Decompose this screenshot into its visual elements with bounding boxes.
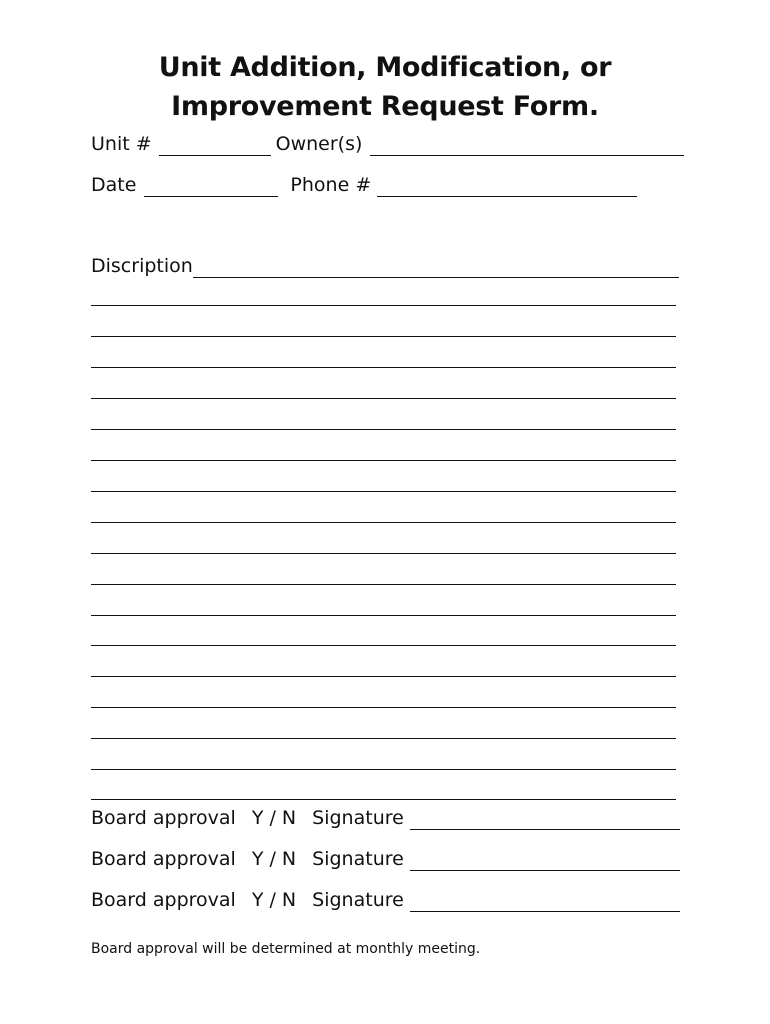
description-line[interactable] bbox=[91, 645, 676, 646]
phone-label: Phone # bbox=[290, 174, 372, 196]
unit-label: Unit # bbox=[91, 133, 152, 155]
unit-number-field[interactable] bbox=[159, 137, 271, 156]
form-title-line-2: Improvement Request Form. bbox=[171, 91, 599, 122]
signature-label: Signature bbox=[312, 807, 404, 829]
signature-label: Signature bbox=[312, 848, 404, 870]
approval-row bbox=[91, 847, 680, 871]
description-line[interactable] bbox=[91, 615, 676, 616]
date-label: Date bbox=[91, 174, 137, 196]
description-line[interactable] bbox=[91, 676, 676, 677]
description-line[interactable] bbox=[91, 398, 676, 399]
approval-label: Board approval bbox=[91, 807, 236, 829]
description-line[interactable] bbox=[91, 738, 676, 739]
approval-label: Board approval bbox=[91, 848, 236, 870]
phone-field[interactable] bbox=[377, 178, 637, 197]
form-title-line-1: Unit Addition, Modification, or bbox=[158, 52, 612, 83]
description-line[interactable] bbox=[91, 491, 676, 492]
description-line[interactable] bbox=[91, 799, 676, 800]
unit-owner-row bbox=[91, 132, 684, 156]
yes-no-choice[interactable]: Y / N bbox=[251, 807, 297, 829]
description-line[interactable] bbox=[91, 460, 676, 461]
owner-field[interactable] bbox=[370, 137, 684, 156]
signature-label: Signature bbox=[312, 889, 404, 911]
yes-no-choice[interactable]: Y / N bbox=[251, 848, 297, 870]
description-line[interactable] bbox=[91, 553, 676, 554]
owner-label: Owner(s) bbox=[275, 133, 363, 155]
yes-no-choice[interactable]: Y / N bbox=[251, 889, 297, 911]
date-phone-row bbox=[91, 173, 637, 197]
footer-note: Board approval will be determined at monthly meeting. bbox=[91, 941, 481, 957]
description-line[interactable] bbox=[91, 429, 676, 430]
description-line[interactable] bbox=[91, 522, 676, 523]
description-line[interactable] bbox=[91, 336, 676, 337]
approval-label: Board approval bbox=[91, 889, 236, 911]
signature-field[interactable] bbox=[410, 811, 680, 830]
approval-row bbox=[91, 888, 680, 912]
description-label: Discription bbox=[91, 255, 193, 277]
signature-field[interactable] bbox=[410, 852, 680, 871]
date-field[interactable] bbox=[144, 178, 278, 197]
description-line[interactable] bbox=[91, 584, 676, 585]
approval-row bbox=[91, 806, 680, 830]
description-line[interactable] bbox=[91, 305, 676, 306]
description-line[interactable] bbox=[91, 769, 676, 770]
description-line[interactable] bbox=[91, 367, 676, 368]
description-first-line[interactable] bbox=[193, 259, 679, 278]
description-line[interactable] bbox=[91, 707, 676, 708]
signature-field[interactable] bbox=[410, 893, 680, 912]
description-row bbox=[91, 254, 679, 278]
